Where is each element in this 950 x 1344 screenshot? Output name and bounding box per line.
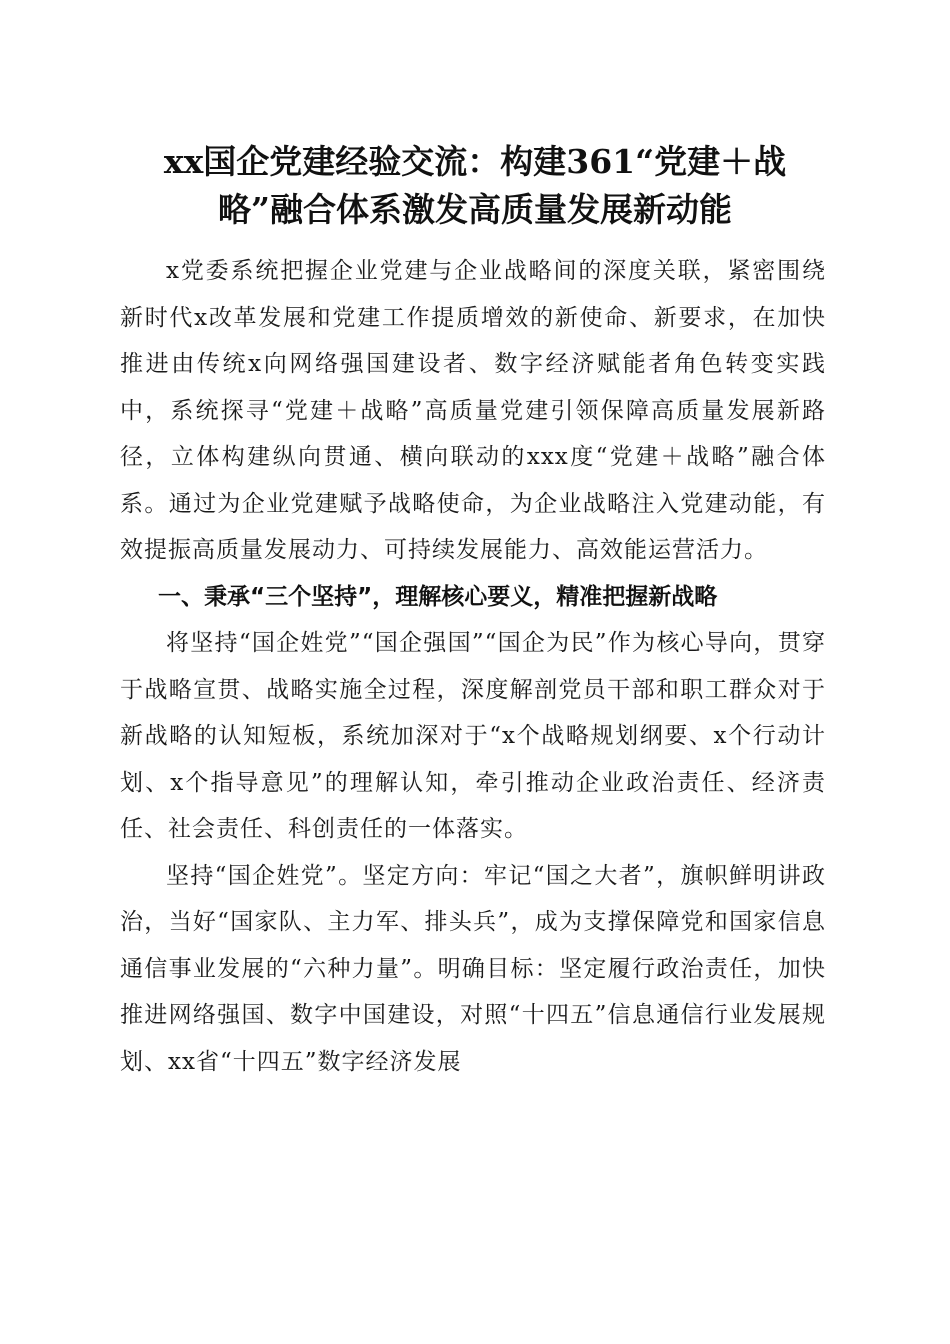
section-heading-1: 一、秉承“三个坚持”，理解核心要义，精准把握新战略 xyxy=(158,583,718,610)
document-body xyxy=(120,248,826,1085)
title-line-1: xx国企党建经验交流：构建361“党建＋战 xyxy=(163,142,787,181)
section-1-paragraph-1: 将坚持“国企姓党”“国企强国”“国企为民”作为核心导向，贯穿于战略宣贯、战略实施全过程，深度解剖党员干部和职工群众对于新战略的认知短板，系统加深对于“x个战略规划纲要、x个行动计划、x个指导意见”的理解认知，牵引推动企业政治责任、经济责任、社会责任、科创责任的一体落实。 xyxy=(120,630,826,842)
intro-paragraph: x党委系统把握企业党建与企业战略间的深度关联，紧密围绕新时代x改革发展和党建工作提质增效的新使命、新要求，在加快推进由传统x向网络强国建设者、数字经济赋能者角色转变实践中，系统探寻“党建＋战略”高质量党建引领保障高质量发展新路径，立体构建纵向贯通、横向联动的xxx度“党建＋战略”融合体系。通过为企业党建赋予战略使命，为企业战略注入党建动能，有效提振高质量发展动力、可持续发展能力、高效能运营活力。 xyxy=(120,258,826,563)
title-line-2: 略”融合体系激发高质量发展新动能 xyxy=(218,190,732,229)
section-1-paragraph-2: 坚持“国企姓党”。坚定方向：牢记“国之大者”，旗帜鲜明讲政治，当好“国家队、主力军、排头兵”，成为支撑保障党和国家信息通信事业发展的“六种力量”。明确目标：坚定履行政治责任，加快推进网络强国、数字中国建设，对照“十四五”信息通信行业发展规划、xx省“十四五”数字经济发展 xyxy=(120,862,826,1075)
document-title xyxy=(120,138,830,234)
